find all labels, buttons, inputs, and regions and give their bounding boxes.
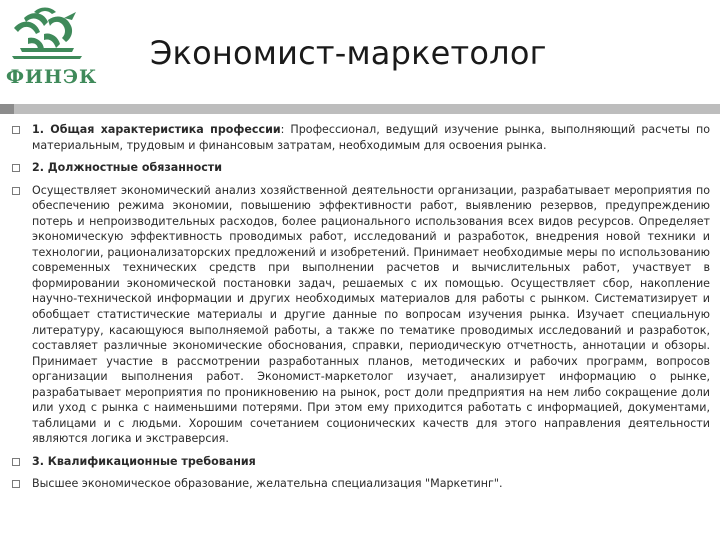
square-bullet-icon [12, 187, 20, 195]
list-item [10, 122, 710, 153]
title-divider-accent [0, 104, 14, 114]
item-heading: 2. Должностные обязанности [32, 161, 222, 175]
item-heading: 1. Общая характеристика профессии [32, 123, 281, 136]
title-divider [0, 104, 720, 114]
logo-wordmark: ФИНЭК [6, 66, 98, 88]
item-text: : Профессионал, ведущий изучение рынка, выполняющий расчеты по материальным, трудовым и финансовым затратам, необходимым для освоения рынка. [32, 123, 710, 152]
finek-logo [4, 4, 98, 94]
item-text: Высшее экономическое образование, желательна специализация "Маркетинг". [32, 477, 503, 491]
list-item [10, 160, 710, 176]
square-bullet-icon [12, 164, 20, 172]
square-bullet-icon [12, 126, 20, 134]
content-list [10, 122, 710, 499]
square-bullet-icon [12, 458, 20, 466]
griffin-emblem-icon [4, 4, 90, 68]
item-text: Осуществляет экономический анализ хозяйственной деятельности организации, разрабатывает мероприятия по обеспечению режима экономии, повышению эффективности работ, выявлению резервов, предупреждению потерь и непроизводительных расходов, более рационального использования всех видов ресурсов. Определяет экономическую эффективность проводимых работ, исследований и разработок, внедрения новой техники и технологии, рационализаторских предложений и изобретений. Принимает необходимые меры по использованию современных технических средств при выполнении расчетов и вычислительных работ, участвует в формировании экономической постановки задач, решаемых с их помощью. Осуществляет сбор, накопление научно-технической информации и других необходимых материалов для работы с рынком. Систематизирует и обобщает статистические материалы и другие данные по вопросам изучения рынка. Изучает специальную литературу, касающуюся выполняемой работы, а также по тематике проводимых исследований и разработок, составляет различные экономические обоснования, справки, периодическую отчетность, аннотации и обзоры. Принимает участие в рассмотрении разработанных планов, методических и рабочих программ, вопросов организации выполнения работ. Экономист-маркетолог изучает, анализирует информацию о рынке, разрабатывает мероприятия по проникновению на рынок, рост доли предприятия на нем либо сокращение доли или уход с рынка с наименьшими потерями. При этом ему приходится работать с информацией, документами, таблицами и с людьми. Хорошим сочетанием соционических качеств для этого направления деятельности являются логика и экстраверсия. [32, 183, 710, 446]
list-item [10, 476, 710, 492]
list-item [10, 183, 710, 447]
slide-title: Экономист-маркетолог [150, 34, 547, 72]
square-bullet-icon [12, 480, 20, 488]
list-item [10, 454, 710, 470]
item-heading: 3. Квалификационные требования [32, 454, 256, 468]
